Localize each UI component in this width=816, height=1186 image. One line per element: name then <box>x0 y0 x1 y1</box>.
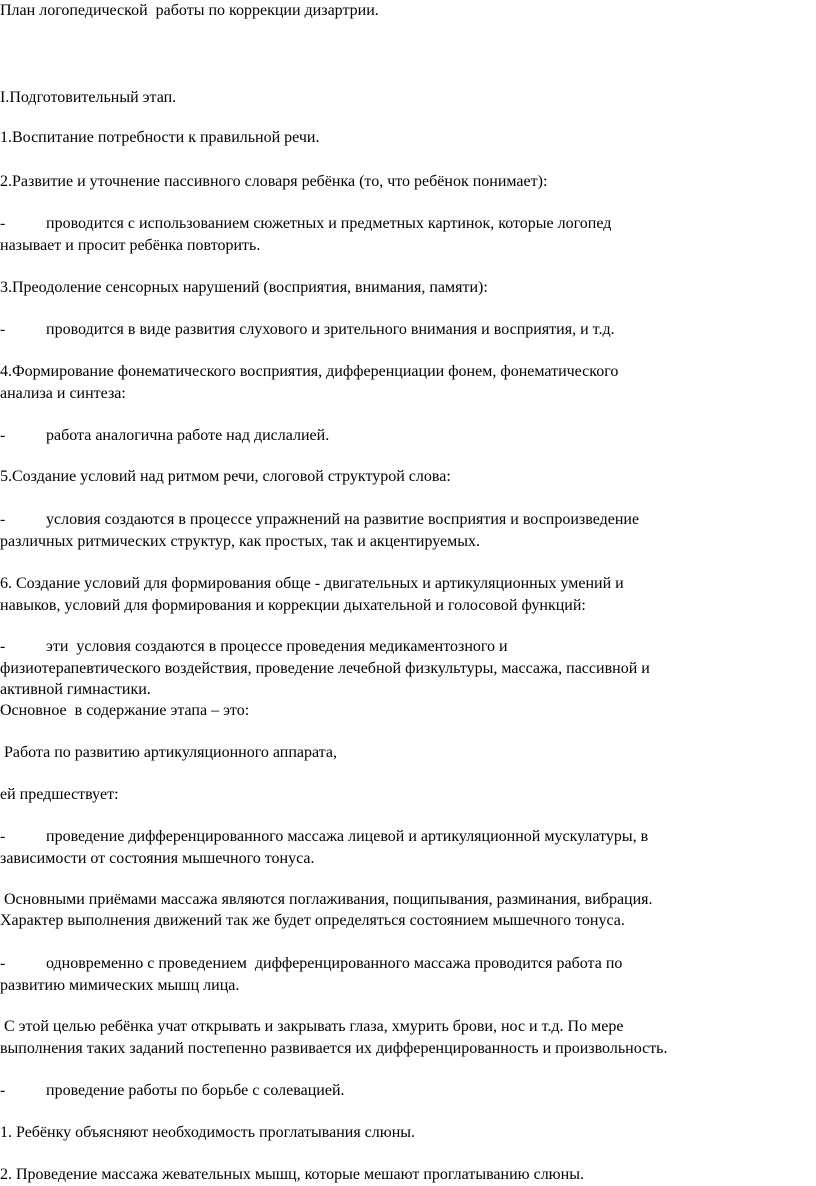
saliva-step-1: 1. Ребёнку объясняют необходимость проглатывания слюны. <box>0 1124 416 1141</box>
mimic-sub-line-2: развитию мимических мышц лица. <box>0 977 240 994</box>
stage-heading: I.Подготовительный этап. <box>0 89 177 106</box>
item-5-sub-line-2: различных ритмических структур, как простых, так и акцентируемых. <box>0 533 481 550</box>
item-2-sub-line-2: называет и просит ребёнка повторить. <box>0 237 261 254</box>
item-3: 3.Преодоление сенсорных нарушений (восприятия, внимания, памяти): <box>0 279 488 296</box>
item-3-sub-line-1: проводится в виде развития слухового и зрительного внимания и восприятия, и т.д. <box>46 321 615 338</box>
item-6-sub-line-2: физиотерапевтического воздействия, проведение лечебной физкультуры, массажа, пассивной и <box>0 660 650 677</box>
item-4-line-1: 4.Формирование фонематического восприятия, дифференциации фонем, фонематического <box>0 363 619 380</box>
item-6-sub-line-1: эти условия создаются в процессе проведения медикаментозного и <box>46 638 508 655</box>
item-1: 1.Воспитание потребности к правильной речи. <box>0 129 320 146</box>
bullet-dash: - <box>0 1082 6 1099</box>
item-2: 2.Развитие и уточнение пассивного словаря ребёнка (то, что ребёнок понимает): <box>0 173 548 190</box>
bullet-dash: - <box>0 828 6 845</box>
bullet-dash: - <box>0 955 6 972</box>
item-2-sub-line-1: проводится с использованием сюжетных и предметных картинок, которые логопед <box>46 215 612 232</box>
item-6-line-1: 6. Создание условий для формирования обще - двигательных и артикуляционных умений и <box>0 575 624 592</box>
bullet-dash: - <box>0 427 6 444</box>
eyes-line-2: выполнения таких заданий постепенно развивается их дифференцированность и произвольность. <box>0 1040 668 1057</box>
bullet-dash: - <box>0 638 6 655</box>
saliva-step-2: 2. Проведение массажа жевательных мышц, которые мешают проглатыванию слюны. <box>0 1166 584 1183</box>
item-4-sub-line-1: работа аналогична работе над дислалией. <box>46 427 330 444</box>
document-title: План логопедической работы по коррекции дизартрии. <box>0 2 379 19</box>
item-6-sub-line-3: активной гимнастики. <box>0 681 151 698</box>
bullet-dash: - <box>0 321 6 338</box>
techniques-line-1: Основными приёмами массажа являются поглаживания, пощипывания, разминания, вибрация. <box>0 891 653 908</box>
item-6-line-2: навыков, условий для формирования и коррекции дыхательной и голосовой функций: <box>0 597 586 614</box>
item-4-line-2: анализа и синтеза: <box>0 385 126 402</box>
saliva-sub-line-1: проведение работы по борьбе с солевацией. <box>46 1082 345 1099</box>
massage-sub-line-1: проведение дифференцированного массажа лицевой и артикуляционной мускулатуры, в <box>46 828 649 845</box>
bullet-dash: - <box>0 511 6 528</box>
precedes-label: ей предшествует: <box>0 786 119 803</box>
item-5-sub-line-1: условия создаются в процессе упражнений на развитие восприятия и воспроизведение <box>46 511 640 528</box>
main-content-intro: Основное в содержание этапа – это: <box>0 702 250 719</box>
massage-sub-line-2: зависимости от состояния мышечного тонуса. <box>0 850 315 867</box>
mimic-sub-line-1: одновременно с проведением дифференцированного массажа проводится работа по <box>46 955 623 972</box>
articulation-work: Работа по развитию артикуляционного аппарата, <box>0 744 337 761</box>
techniques-line-2: Характер выполнения движений так же будет определяться состоянием мышечного тонуса. <box>0 912 625 929</box>
item-5: 5.Создание условий над ритмом речи, слоговой структурой слова: <box>0 468 451 485</box>
eyes-line-1: С этой целью ребёнка учат открывать и закрывать глаза, хмурить брови, нос и т.д. По мере <box>0 1018 624 1035</box>
bullet-dash: - <box>0 215 6 232</box>
